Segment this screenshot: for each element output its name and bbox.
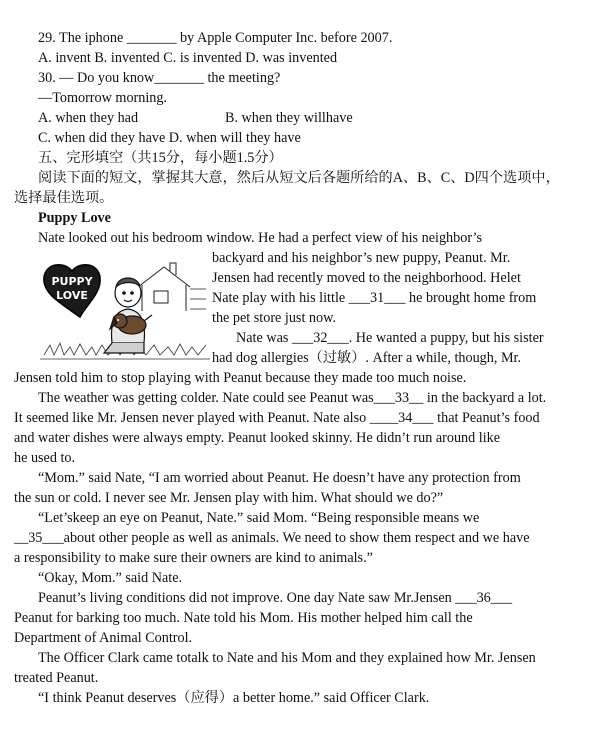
puppy-love-illustration	[40, 259, 210, 363]
passage-line: Department of Animal Control.	[14, 630, 193, 646]
passage-title: Puppy Love	[38, 210, 111, 226]
passage-line: and water dishes were always empty. Peanut looked skinny. He didn’t run around like	[14, 430, 501, 446]
passage-line: the sun or cold. I never see Mr. Jensen play with him. What should we do?”	[14, 490, 444, 506]
passage-line: Nate play with his little ___31___ he brought home from	[212, 290, 537, 306]
passage-line: Jensen had recently moved to the neighborhood. Helet	[212, 270, 521, 286]
passage-line: The Officer Clark came totalk to Nate and his Mom and they explained how Mr. Jensen	[38, 650, 536, 666]
passage-line: a responsibility to make sure their owners are kind to animals.”	[14, 550, 373, 566]
passage-line: Nate looked out his bedroom window. He had a perfect view of his neighbor’s	[38, 230, 483, 246]
passage-line: It seemed like Mr. Jensen never played with Peanut. Nate also ____34___ that Peanut’s food	[14, 410, 540, 426]
question-30-option-a: A. when they had	[38, 110, 139, 126]
passage-line: he used to.	[14, 450, 76, 466]
passage-line: had dog allergies（过敏）. After a while, though, Mr.	[212, 350, 522, 366]
passage-line: backyard and his neighbor’s new puppy, Peanut. Mr.	[212, 250, 511, 266]
heart-text-top: PUPPY	[51, 275, 93, 288]
question-30: 30. — Do you know_______ the meeting?	[38, 70, 281, 86]
house-sketch	[138, 263, 206, 311]
question-29-options: A. invent B. invented C. is invented D. was invented	[38, 50, 338, 66]
question-29: 29. The iphone _______ by Apple Computer Inc. before 2007.	[38, 30, 393, 46]
passage-line: Peanut’s living conditions did not improve. One day Nate saw Mr.Jensen ___36___	[38, 590, 513, 606]
passage-line: Peanut for barking too much. Nate told his Mom. His mother helped him call the	[14, 610, 473, 626]
passage-line: “Let’skeep an eye on Peanut, Nate.” said Mom. “Being responsible means we	[38, 510, 480, 526]
question-30-reply: —Tomorrow morning.	[38, 90, 168, 106]
passage-line: treated Peanut.	[14, 670, 99, 686]
passage-line: __35___about other people as well as animals. We need to show them respect and we have	[14, 530, 530, 546]
passage-line: the pet store just now.	[212, 310, 336, 326]
passage-line: “Okay, Mom.” said Nate.	[38, 570, 183, 586]
section-heading: 五、完形填空（共15分，每小题1.5分）	[38, 150, 283, 166]
question-30-options-cd: C. when did they have D. when will they have	[38, 130, 301, 146]
passage-line: “I think Peanut deserves（应得）a better home.” said Officer Clark.	[38, 690, 430, 706]
passage-line: Nate was ___32___. He wanted a puppy, but his sister	[236, 330, 544, 346]
passage-line: Jensen told him to stop playing with Peanut because they made too much noise.	[14, 370, 467, 386]
passage-line: The weather was getting colder. Nate could see Peanut was___33__ in the backyard a lot.	[38, 390, 547, 406]
passage-line: “Mom.” said Nate, “I am worried about Peanut. He doesn’t have any protection from	[38, 470, 521, 486]
heart-icon	[44, 265, 100, 317]
question-30-option-b: B. when they willhave	[225, 110, 353, 126]
section-instruction-line-2: 选择最佳选项。	[14, 190, 114, 206]
heart-text-bottom: LOVE	[56, 289, 88, 302]
section-instruction-line-1: 阅读下面的短文，掌握其大意，然后从短文后各题所给的A、B、C、D四个选项中，	[38, 170, 560, 186]
